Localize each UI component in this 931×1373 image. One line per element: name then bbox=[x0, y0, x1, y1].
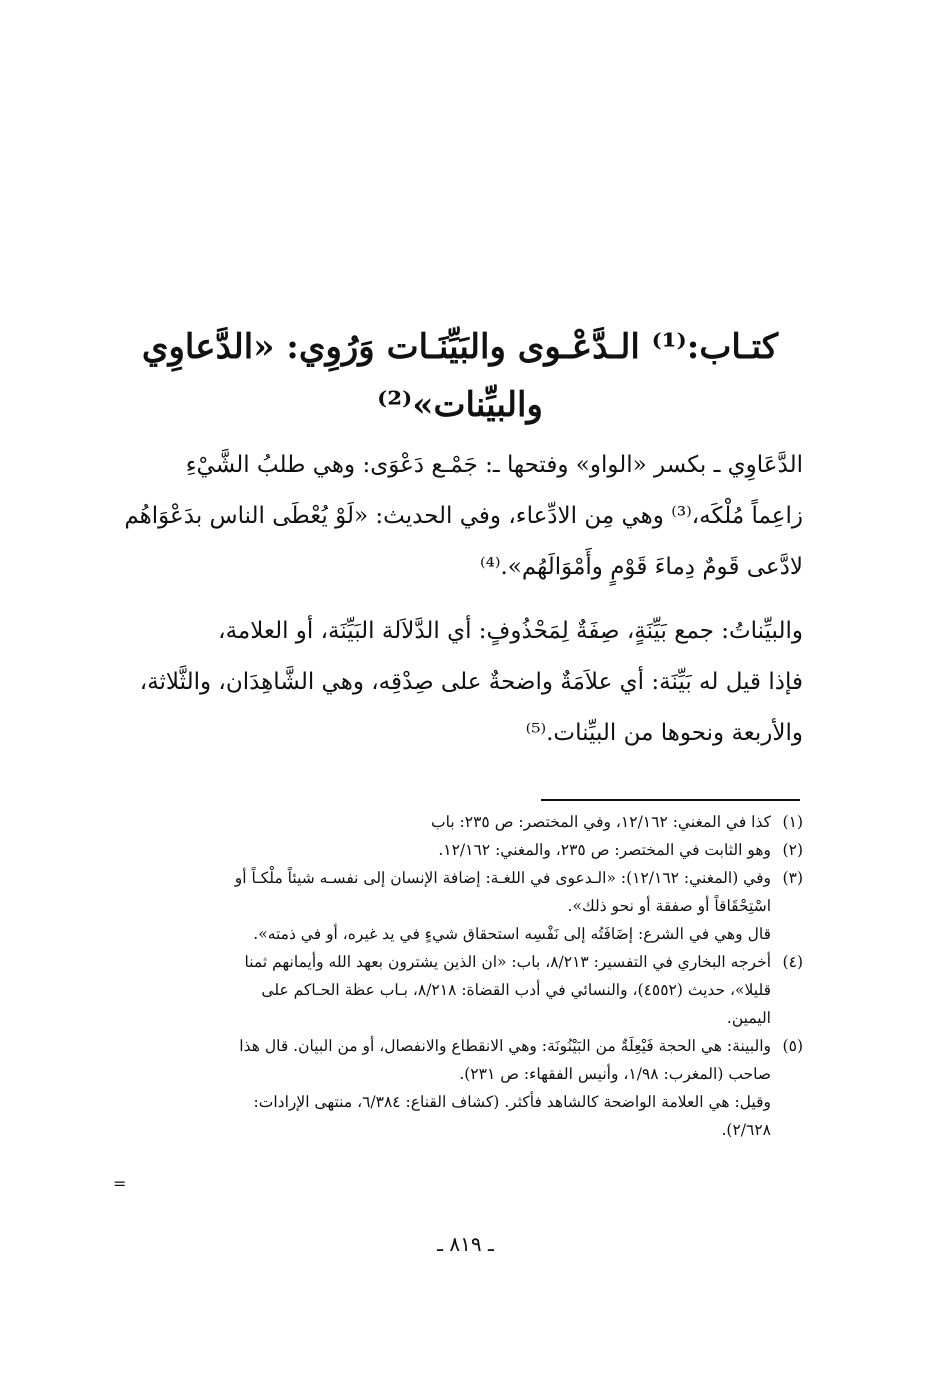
footnote-number: (٢) bbox=[782, 841, 803, 859]
footnote-1 bbox=[123, 808, 803, 836]
footnote-line: اليمين. bbox=[726, 1009, 771, 1027]
paragraph-line: زاعِماً مُلْكَه،⁽³⁾ وهي مِن الادِّعاء، وفي الحديث: «لَوْ يُعْطَى الناس بدَعْوَاهُم bbox=[124, 503, 803, 529]
chapter-title bbox=[110, 318, 810, 434]
footnotes bbox=[123, 808, 803, 1144]
footnote-number: (١) bbox=[782, 813, 803, 831]
footnote-line: وفي (المغني: ١٢/١٦٢): «الـدعوى في اللغـة: إضافة الإنسان إلى نفسـه شيئاً ملْكـاً أو bbox=[234, 869, 771, 887]
footnote-continuation: قال وهي في الشرع: إضَافَتُه إلى نَفْسِه استحقاق شيءٍ في يد غيره، أو في ذمته». bbox=[253, 925, 771, 943]
paragraph-daawi bbox=[123, 440, 803, 593]
paragraph-line: والأربعة ونحوها من البيِّنات.⁽⁵⁾ bbox=[525, 720, 803, 746]
footnote-3 bbox=[123, 864, 803, 948]
continuation-mark: = bbox=[113, 1174, 127, 1193]
footnote-line: والبينة: هي الحجة فَيْعِلَةٌ من البَيْنُونَة: وهي الانقطاع والانفصال، أو من البيان. قال هذا bbox=[239, 1037, 771, 1055]
footnote-5 bbox=[123, 1032, 803, 1144]
footnote-number: (٤) bbox=[782, 953, 803, 971]
paragraph-line: والبيِّناتُ: جمع بَيِّنَةٍ، صِفَةٌ لِمَحْذُوفٍ: أي الدَّلاَلة البَيِّنَة، أو العلامة، bbox=[218, 618, 803, 644]
paragraph-line: لادَّعى قَومٌ دِماءَ قَوْمٍ وأَمْوَالَهُم».⁽⁴⁾ bbox=[479, 554, 803, 580]
footnote-line: وهو الثابت في المختصر: ص ٢٣٥، والمغني: ١٢/١٦٢. bbox=[438, 841, 771, 859]
footnote-continuation: وقيل: هي العلامة الواضحة كالشاهد فأكثر. (كشاف القناع: ٦/٣٨٤، منتهى الإرادات: bbox=[253, 1093, 771, 1111]
footnote-2 bbox=[123, 836, 803, 864]
paragraph-bayyinat bbox=[123, 606, 803, 759]
page-number: ـ ٨١٩ ـ bbox=[437, 1232, 494, 1256]
footnote-continuation: ٢/٦٢٨). bbox=[721, 1121, 771, 1139]
footnote-number: (٣) bbox=[782, 869, 803, 887]
footnote-line: اسْتِحْقَاقاً أو صفقة أو نحو ذلك». bbox=[567, 897, 771, 915]
footnote-line: صاحب (المغرب: ١/٩٨، وأنيس الفقهاء: ص ٢٣١). bbox=[459, 1065, 771, 1083]
footnote-line: قليلا»، حديث (٤٥٥٢)، والنسائي في أدب القضاة: ٨/٢١٨، بـاب عظة الحـاكم على bbox=[261, 981, 771, 999]
paragraph-line: الدَّعَاوِي ـ بكسر «الواو» وفتحها ـ: جَمْـع دَعْوَى: وهي طلبُ الشَّيْءِ bbox=[185, 452, 803, 478]
footnote-number: (٥) bbox=[782, 1037, 803, 1055]
chapter-title-line-1: كتـاب:⁽¹⁾ الـدَّعْـوى والبَيِّنَـات وَرُوِي: «الدَّعاوِي bbox=[141, 327, 779, 367]
paragraph-line: فإذا قيل له بَيِّنَة: أي علاَمَةٌ واضحةٌ على صِدْقِه، وهي الشَّاهِدَان، والثَّلاثة، bbox=[139, 669, 803, 695]
footnote-line: كذا في المغني: ١٢/١٦٢، وفي المختصر: ص ٢٣٥: باب bbox=[431, 813, 771, 831]
chapter-title-line-2: والبيِّنات»⁽²⁾ bbox=[377, 385, 543, 425]
footnote-line: أخرجه البخاري في التفسير: ٨/٢١٣، باب: «ان الذين يشترون بعهد الله وأيمانهم ثمنا bbox=[244, 953, 771, 971]
footnote-separator bbox=[541, 799, 800, 801]
footnote-4 bbox=[123, 948, 803, 1032]
